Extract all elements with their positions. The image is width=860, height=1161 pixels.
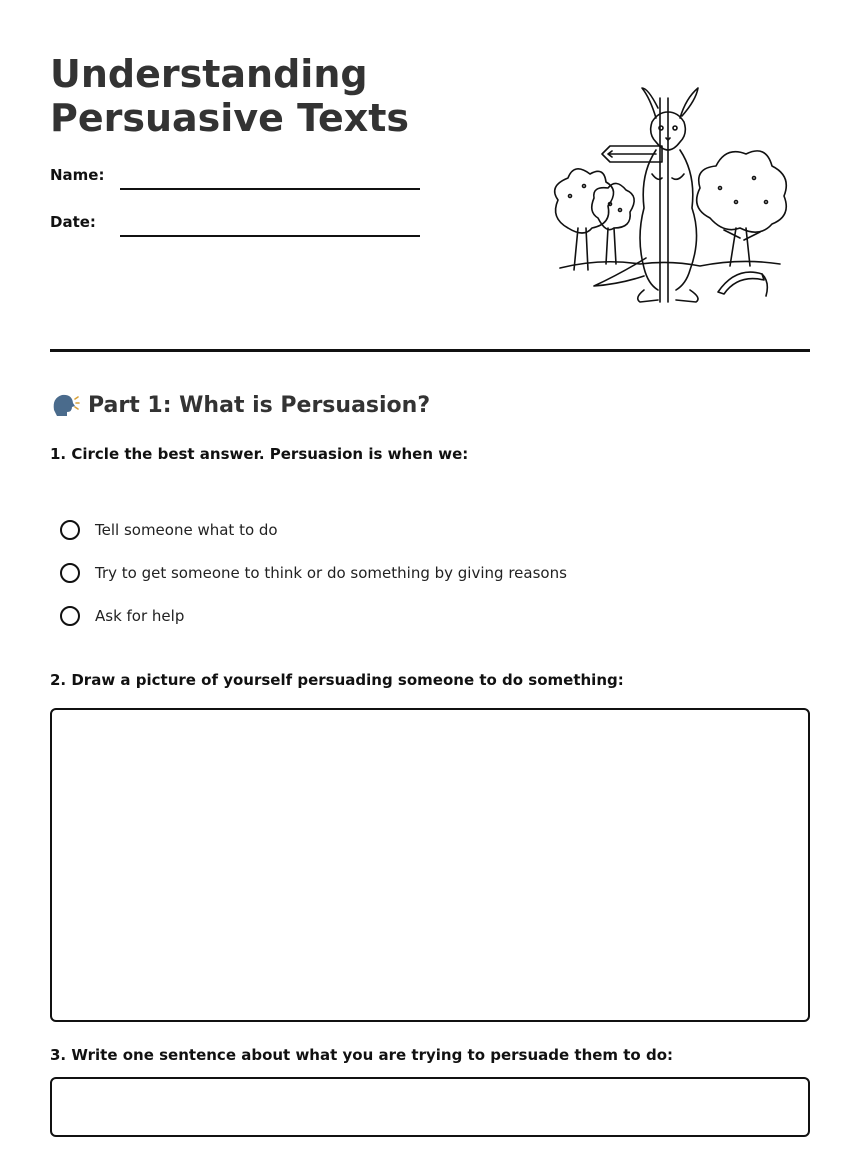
answer-option[interactable] — [60, 508, 567, 551]
radio-circle[interactable] — [60, 520, 80, 540]
date-line[interactable] — [120, 235, 420, 237]
header-divider — [50, 349, 810, 352]
kangaroo-illustration — [540, 78, 800, 313]
part1-heading — [50, 388, 430, 422]
title-line-2: Persuasive Texts — [50, 96, 410, 140]
answer-option[interactable] — [60, 594, 567, 637]
page-title — [50, 52, 510, 140]
question-1-options — [60, 508, 567, 637]
name-label: Name: — [50, 166, 105, 184]
name-field[interactable] — [50, 166, 420, 196]
option-label: Try to get someone to think or do something by giving reasons — [95, 563, 567, 582]
radio-circle[interactable] — [60, 606, 80, 626]
drawing-box[interactable] — [50, 708, 810, 1022]
date-label: Date: — [50, 213, 96, 231]
title-line-1: Understanding — [50, 52, 368, 96]
name-line[interactable] — [120, 188, 420, 190]
question-1-prompt: 1. Circle the best answer. Persuasion is when we: — [50, 445, 469, 463]
option-label: Ask for help — [95, 606, 185, 625]
option-label: Tell someone what to do — [95, 520, 278, 539]
sentence-box[interactable] — [50, 1077, 810, 1137]
date-field[interactable] — [50, 213, 420, 243]
answer-option[interactable] — [60, 551, 567, 594]
radio-circle[interactable] — [60, 563, 80, 583]
question-3-prompt: 3. Write one sentence about what you are trying to persuade them to do: — [50, 1046, 674, 1064]
question-2-prompt: 2. Draw a picture of yourself persuading someone to do something: — [50, 671, 624, 689]
speaking-head-icon — [50, 390, 80, 420]
part1-title: Part 1: What is Persuasion? — [88, 392, 431, 418]
